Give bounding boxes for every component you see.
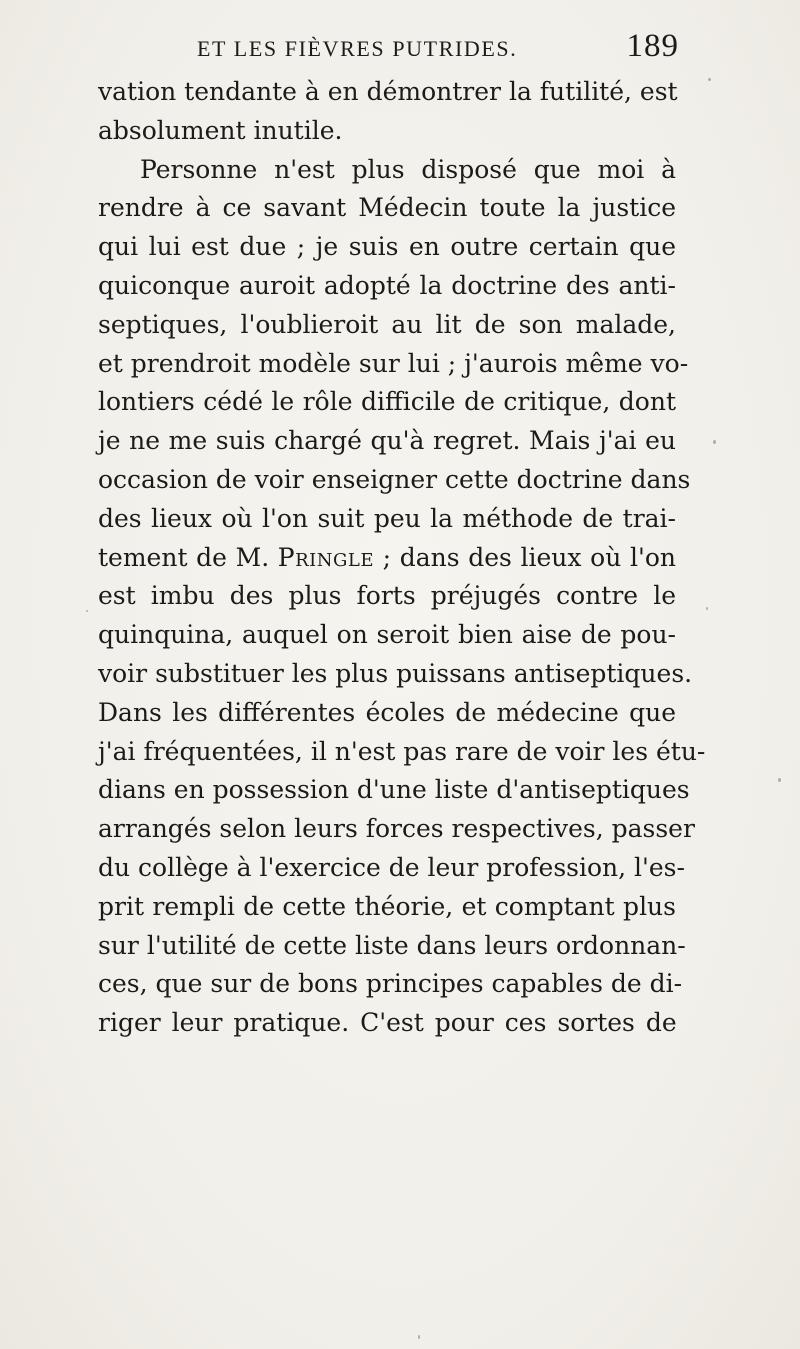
paper-speck [778, 778, 781, 782]
paper-speck [713, 440, 716, 444]
body-text [98, 73, 706, 1043]
text-line: Dans les différentes écoles de médecine que [98, 697, 676, 727]
paper-speck [706, 607, 708, 610]
text-line: voir substituer les plus puissans antiseptiques. [98, 658, 693, 688]
text-line: dians en possession d'une liste d'antiseptiques [98, 775, 690, 805]
paper-speck [418, 1335, 420, 1339]
text-fragment: ; dans des lieux où l'on [374, 542, 676, 572]
paper-speck [86, 610, 88, 612]
text-line: Personne n'est plus disposé que moi à [140, 154, 676, 184]
page-number: 189 [626, 28, 679, 64]
text-line: ces, que sur de bons principes capables de di- [98, 969, 683, 999]
text-line: occasion de voir enseigner cette doctrine dans [98, 464, 691, 494]
text-line: septiques, l'oublieroit au lit de son malade, [98, 309, 676, 339]
text-line: arrangés selon leurs forces respectives, passer [98, 814, 695, 844]
author-name: Pringle [277, 542, 375, 572]
text-line: quinquina, auquel on seroit bien aise de pou- [98, 620, 676, 650]
text-line: absolument inutile. [98, 115, 343, 145]
text-line: riger leur pratique. C'est pour ces sortes de [98, 1008, 677, 1038]
page-header [197, 30, 679, 70]
running-title: ET LES FIÈVRES PUTRIDES. [197, 36, 518, 61]
text-line: je ne me suis chargé qu'à regret. Mais j'ai eu [98, 426, 676, 456]
text-line: vation tendante à en démontrer la futilité, est [98, 77, 678, 106]
text-line-with-name [98, 539, 676, 578]
paper-speck [708, 78, 711, 81]
text-line: qui lui est due ; je suis en outre certain que [98, 232, 676, 262]
text-line: du collège à l'exercice de leur profession, l'es- [98, 852, 685, 882]
text-line: et prendroit modèle sur lui ; j'aurois même vo- [98, 348, 689, 378]
text-line: rendre à ce savant Médecin toute la justice [98, 193, 676, 223]
text-fragment: tement de M. [98, 542, 278, 572]
text-line: est imbu des plus forts préjugés contre le [98, 581, 676, 611]
text-line: sur l'utilité de cette liste dans leurs ordonnan- [98, 930, 686, 960]
text-line: prit rempli de cette théorie, et comptant plus [98, 891, 676, 921]
text-line: quiconque auroit adopté la doctrine des anti- [98, 270, 676, 300]
text-line: lontiers cédé le rôle difficile de critique, dont [98, 387, 676, 417]
text-line: j'ai fréquentées, il n'est pas rare de voir les étu- [98, 736, 706, 766]
text-line: des lieux où l'on suit peu la méthode de trai- [98, 503, 676, 533]
